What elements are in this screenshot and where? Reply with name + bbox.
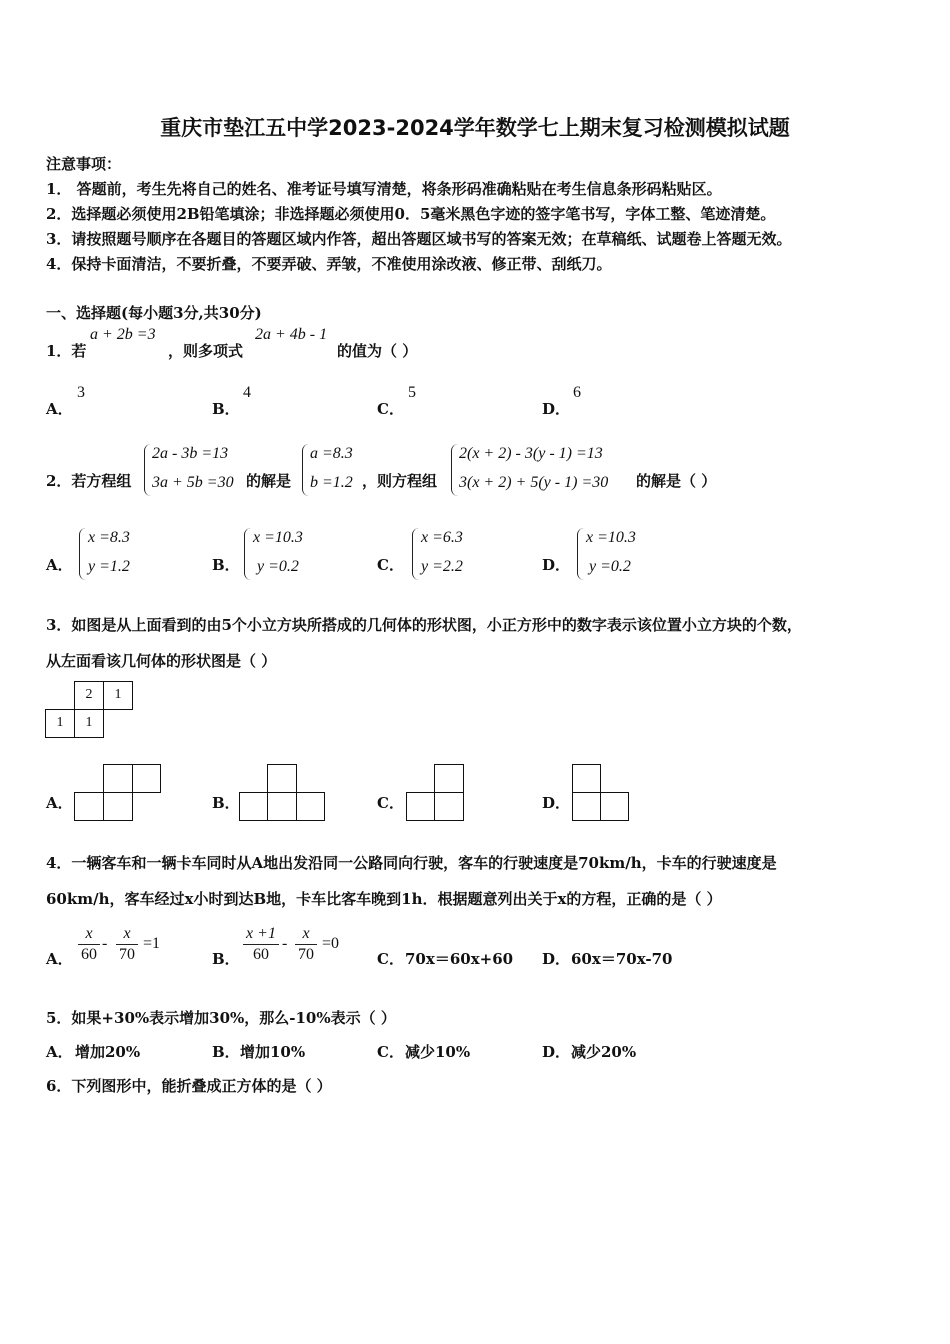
q2-system2-line2: 3(x + 2) + 5(y - 1) =30 <box>459 474 609 491</box>
q4-option-a-rhs: =1 <box>143 935 161 952</box>
q1-option-c-value: 5 <box>408 384 416 401</box>
q2-option-b-label: B． <box>212 556 240 574</box>
shape-square <box>572 764 601 793</box>
q2-option-b-line1: x =10.3 <box>253 529 303 546</box>
q2-system2-line1: 2(x + 2) - 3(y - 1) =13 <box>459 445 603 462</box>
q2-prefix: 2．若方程组 <box>46 472 132 490</box>
q2-option-b-line2: y =0.2 <box>257 558 299 575</box>
q5-option-d-label: D． <box>542 1043 571 1061</box>
frac-bar <box>116 944 138 945</box>
q3-option-d-label: D． <box>542 794 571 812</box>
q2-mid1: 的解是 <box>246 472 292 490</box>
q1-option-b-label: B． <box>212 400 240 418</box>
q2-option-a-brace <box>79 528 86 580</box>
grid-cell-top-right: 1 <box>103 681 133 710</box>
q2-option-a-line2: y =1.2 <box>88 558 130 575</box>
q2-system1-line2: 3a + 5b =30 <box>152 474 234 491</box>
q4-stem-line2: 60km/h，客车经过x小时到达B地，卡车比客车晚到1h．根据题意列出关于x的方程，正确的是（ ） <box>46 890 722 908</box>
shape-square <box>103 764 133 793</box>
q5-option-a-text: 增加20% <box>75 1043 141 1061</box>
q3-option-c-label: C． <box>377 794 404 812</box>
q6-stem: 6．下列图形中，能折叠成正方体的是（ ） <box>46 1077 332 1095</box>
frac-denominator: 60 <box>81 946 97 963</box>
frac-bar <box>78 944 100 945</box>
q5-option-a-label: A． <box>46 1043 73 1061</box>
page-title: 重庆市垫江五中学2023-2024学年数学七上期末复习检测模拟试题 <box>160 116 790 140</box>
q2-option-d-line2: y =0.2 <box>589 558 631 575</box>
q4-option-a-minus: - <box>102 935 108 952</box>
q1-option-a-label: A． <box>46 400 73 418</box>
frac-denominator: 60 <box>253 946 269 963</box>
q4-option-c-text: 70x＝60x+60 <box>405 950 514 968</box>
q1-prefix: 1．若 <box>46 342 87 360</box>
frac-bar <box>295 944 317 945</box>
note-item-3: 3．请按照题号顺序在各题目的答题区域内作答，超出答题区域书写的答案无效；在草稿纸、试题卷上答题无效。 <box>46 230 792 248</box>
q4-option-b-minus: - <box>282 935 288 952</box>
q1-expression: 2a + 4b - 1 <box>255 326 328 343</box>
q4-option-b-frac2 <box>295 925 317 964</box>
q2-mid2: ，则方程组 <box>362 472 438 490</box>
q4-option-a-label: A． <box>46 950 73 968</box>
frac-denominator: 70 <box>119 946 135 963</box>
q3-option-b-label: B． <box>212 794 240 812</box>
q5-option-b-text: 增加10% <box>240 1043 306 1061</box>
section-heading: 一、选择题(每小题3分,共30分) <box>46 304 262 322</box>
q2-system1-brace <box>144 444 151 496</box>
frac-numerator: x <box>302 925 310 942</box>
grid-cell-top-left: 2 <box>74 681 104 710</box>
frac-bar <box>243 944 279 945</box>
q2-solution-brace <box>302 444 309 496</box>
q2-system1-line1: 2a - 3b =13 <box>152 445 229 462</box>
q5-stem: 5．如果+30%表示增加30%，那么-10%表示（ ） <box>46 1009 396 1027</box>
q2-system2-brace <box>451 444 458 496</box>
note-item-4: 4．保持卡面清洁，不要折叠，不要弄破、弄皱，不准使用涂改液、修正带、刮纸刀。 <box>46 255 612 273</box>
shape-square <box>74 792 104 821</box>
q5-option-b-label: B． <box>212 1043 240 1061</box>
q2-option-d-label: D． <box>542 556 571 574</box>
shape-square <box>296 792 325 821</box>
shape-square <box>267 764 297 793</box>
q2-option-b-brace <box>244 528 251 580</box>
shape-square <box>103 792 133 821</box>
q2-option-c-line1: x =6.3 <box>421 529 463 546</box>
q2-solution-line2: b =1.2 <box>310 474 353 491</box>
shape-square <box>434 764 464 793</box>
q2-option-d-brace <box>577 528 584 580</box>
q5-option-c-text: 减少10% <box>405 1043 471 1061</box>
q4-option-b-rhs: =0 <box>322 935 340 952</box>
q4-option-d-text: 60x＝70x-70 <box>571 950 673 968</box>
q2-option-a-label: A． <box>46 556 73 574</box>
frac-numerator: x <box>123 925 131 942</box>
q1-suffix: 的值为（ ） <box>337 342 418 360</box>
q1-option-a-value: 3 <box>77 384 85 401</box>
q4-option-c-label: C． <box>377 950 404 968</box>
shape-square <box>572 792 601 821</box>
grid-cell-bottom-left: 1 <box>45 709 75 738</box>
q1-option-b-value: 4 <box>243 384 251 401</box>
q3-stem-line2: 从左面看该几何体的形状图是（ ） <box>46 652 277 670</box>
shape-square <box>132 764 161 793</box>
shape-square <box>267 792 297 821</box>
q1-mid: ，则多项式 <box>168 342 244 360</box>
shape-square <box>600 792 629 821</box>
q2-suffix: 的解是（ ） <box>636 472 717 490</box>
grid-cell-bottom-mid: 1 <box>74 709 104 738</box>
q1-condition: a + 2b =3 <box>90 326 156 343</box>
frac-denominator: 70 <box>298 946 314 963</box>
q5-option-c-label: C． <box>377 1043 404 1061</box>
q2-option-c-line2: y =2.2 <box>421 558 463 575</box>
q1-option-d-value: 6 <box>573 384 581 401</box>
shape-square <box>434 792 464 821</box>
frac-numerator: x +1 <box>246 925 276 942</box>
q5-option-d-text: 减少20% <box>571 1043 637 1061</box>
q1-option-c-label: C． <box>377 400 404 418</box>
note-item-1: 1． 答题前，考生先将自己的姓名、准考证号填写清楚，将条形码准确粘贴在考生信息条形码粘贴区。 <box>46 180 722 198</box>
q4-option-b-frac1 <box>243 925 279 964</box>
q3-stem-line1: 3．如图是从上面看到的由5个小立方块所搭成的几何体的形状图，小正方形中的数字表示该位置小立方块的个数， <box>46 616 802 634</box>
q1-option-d-label: D． <box>542 400 571 418</box>
q2-solution-line1: a =8.3 <box>310 445 353 462</box>
frac-numerator: x <box>85 925 93 942</box>
q2-option-d-line1: x =10.3 <box>586 529 636 546</box>
q2-option-a-line1: x =8.3 <box>88 529 130 546</box>
shape-square <box>406 792 435 821</box>
q4-option-d-label: D． <box>542 950 571 968</box>
q2-option-c-label: C． <box>377 556 404 574</box>
q2-option-c-brace <box>412 528 419 580</box>
q4-option-a-frac1 <box>78 925 100 964</box>
q4-option-a-frac2 <box>116 925 138 964</box>
shape-square <box>239 792 268 821</box>
q3-option-a-label: A． <box>46 794 73 812</box>
q4-option-b-label: B． <box>212 950 240 968</box>
q4-stem-line1: 4．一辆客车和一辆卡车同时从A地出发沿同一公路同向行驶，客车的行驶速度是70km/h，卡车的行驶速度是 <box>46 854 777 872</box>
note-item-2: 2．选择题必须使用2B铅笔填涂；非选择题必须使用0．5毫米黑色字迹的签字笔书写，字体工整、笔迹清楚。 <box>46 205 776 223</box>
notes-heading: 注意事项： <box>46 155 122 173</box>
